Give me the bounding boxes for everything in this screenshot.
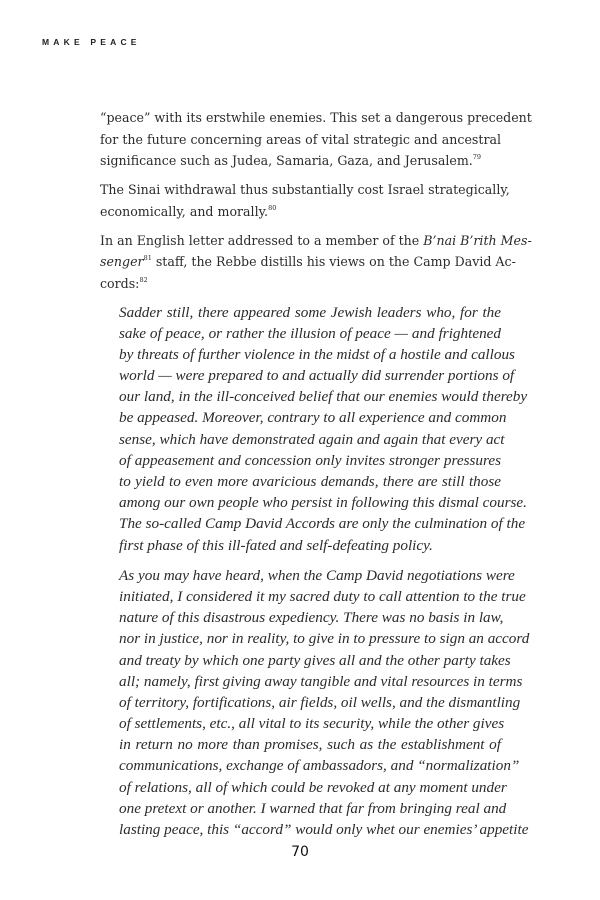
text-segment: among our own people who persist in following this dismal course. [119, 494, 527, 512]
page-body [100, 107, 532, 849]
text-segment: As you may have heard, when the Camp David negotiations were [119, 566, 515, 584]
text-line [119, 471, 501, 492]
body-paragraph [100, 179, 510, 222]
body-paragraph [100, 230, 532, 295]
text-line [100, 129, 501, 151]
text-segment: nor in justice, nor in reality, to give in to pressure to sign an accord [119, 630, 530, 648]
text-segment: communications, exchange of ambassadors, and “normalization” [119, 757, 520, 775]
text-segment: for the future concerning areas of vital strategic and ancestral [100, 131, 501, 147]
text-line [100, 273, 501, 295]
text-segment: The so-called Camp David Accords are only the culmination of the [119, 515, 526, 533]
text-segment: nature of this disastrous expediency. There was no basis in law, [119, 609, 504, 627]
text-segment: of territory, fortifications, air fields, oil wells, and the dismantling [119, 693, 521, 711]
text-line [119, 819, 529, 840]
text-segment: and treaty by which one party gives all and the other party takes [119, 651, 511, 669]
text-line [100, 251, 516, 273]
text-line [119, 798, 507, 819]
text-segment: senger [100, 254, 144, 269]
text-segment: B’nai B’rith Mes- [423, 232, 532, 248]
text-segment: by threats of further violence in the midst of a hostile and callous [119, 345, 515, 363]
text-segment: one pretext or another. I warned that far from bringing real and [119, 799, 507, 817]
text-line [119, 535, 501, 556]
text-segment: our land, in the ill-conceived belief that our enemies would thereby [119, 388, 528, 406]
body-paragraph [100, 107, 532, 172]
text-segment: to yield to even more avaricious demands, there are still those [119, 473, 501, 490]
text-line [119, 344, 515, 365]
text-line [100, 230, 532, 252]
text-segment: be appeased. Moreover, contrary to all experience and common [119, 409, 507, 427]
text-segment: In an English letter addressed to a member of the [100, 232, 424, 248]
text-line [119, 386, 528, 407]
text-segment: sake of peace, or rather the illusion of peace — and frightened [119, 324, 501, 342]
text-line [119, 671, 523, 692]
text-line [119, 513, 526, 534]
text-line [119, 323, 501, 344]
text-segment: sense, which have demonstrated again and again that every act [119, 430, 505, 448]
text-line [119, 450, 501, 471]
text-line [119, 492, 527, 513]
text-segment: lasting peace, this “accord” would only whet our enemies’ appetite [119, 821, 529, 838]
text-line [119, 777, 507, 798]
text-segment: of settlements, etc., all vital to its security, while the other gives [119, 715, 505, 733]
text-segment: economically, and morally. [100, 203, 269, 219]
text-segment: The Sinai withdrawal thus substantially cost Israel strategically, [100, 182, 510, 197]
block-quote [119, 302, 528, 556]
footnote-ref: 82 [139, 275, 148, 284]
footnote-ref: 81 [143, 254, 152, 262]
text-segment: all; namely, first giving away tangible and vital resources in terms [119, 672, 523, 690]
text-line [119, 429, 505, 450]
text-line [119, 586, 526, 607]
text-segment: cords: [100, 275, 140, 291]
text-segment: “peace” with its erstwhile enemies. This set a dangerous precedent [100, 110, 532, 125]
text-line [119, 365, 515, 386]
text-segment: first phase of this ill-fated and self-defeating policy. [119, 536, 433, 554]
block-quote [119, 565, 530, 840]
text-segment: Sadder still, there appeared some Jewish leaders who, for the [119, 303, 501, 321]
text-segment: of relations, all of which could be revoked at any moment under [119, 778, 507, 796]
page-number: 70 [291, 844, 309, 860]
text-line [100, 150, 501, 172]
text-segment: initiated, I considered it my sacred duty to call attention to the true [119, 587, 526, 605]
text-line [119, 734, 501, 755]
text-segment: of appeasement and concession only invites stronger pressures [119, 451, 501, 469]
text-line [119, 650, 511, 671]
footnote-ref: 79 [472, 153, 482, 161]
text-line [100, 179, 510, 201]
text-segment: world — were prepared to and actually did surrender portions of [119, 367, 515, 385]
text-line [119, 692, 521, 713]
text-segment: significance such as Judea, Samaria, Gaza, and Jerusalem. [100, 153, 473, 168]
text-segment: staff, the Rebbe distills his views on the Camp David Ac- [151, 254, 516, 269]
text-line [119, 407, 507, 428]
text-line [119, 565, 515, 586]
running-head: MAKE PEACE [42, 37, 141, 47]
text-line [119, 302, 501, 323]
text-line [100, 201, 501, 223]
text-line [119, 628, 530, 649]
text-line [100, 107, 532, 129]
text-line [119, 755, 520, 776]
text-segment: in return no more than promises, such as the establishment of [119, 736, 501, 754]
footnote-ref: 80 [268, 203, 277, 212]
text-line [119, 607, 504, 628]
text-line [119, 713, 505, 734]
